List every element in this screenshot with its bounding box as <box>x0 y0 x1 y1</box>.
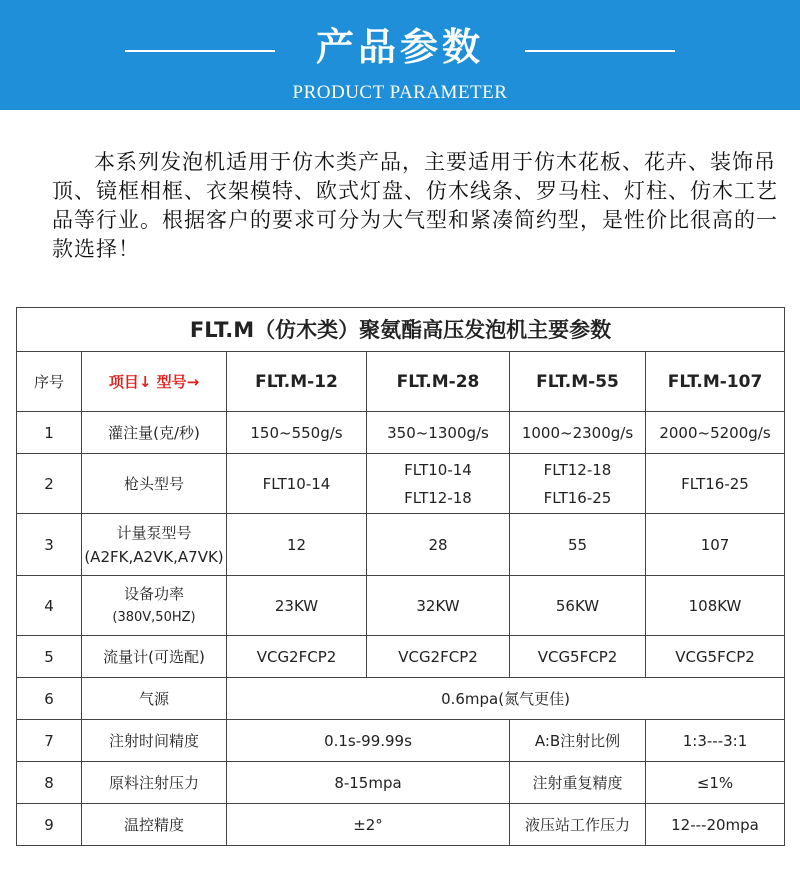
row-item-label: 设备功率 <box>123 584 184 603</box>
row-value: 8-15mpa <box>227 762 510 804</box>
table-row <box>17 804 785 846</box>
row-value: 28 <box>367 514 510 576</box>
table-row <box>17 412 785 454</box>
row-value: VCG2FCP2 <box>367 636 510 678</box>
row-value: 1000~2300g/s <box>510 412 646 454</box>
row-index: 5 <box>17 636 82 678</box>
table-row <box>17 454 785 514</box>
row-value-2: 12---20mpa <box>646 804 785 846</box>
row-value-multi <box>367 454 510 514</box>
row-value: 55 <box>510 514 646 576</box>
row-index: 1 <box>17 412 82 454</box>
row-item: 原料注射压力 <box>82 762 227 804</box>
row-value: 2000~5200g/s <box>646 412 785 454</box>
header-model: FLT.M-55 <box>510 352 646 412</box>
header-item-model: 项目↓ 型号→ <box>82 352 227 412</box>
row-item-multi <box>82 576 227 636</box>
row-index: 7 <box>17 720 82 762</box>
row-value: VCG5FCP2 <box>510 636 646 678</box>
table-row <box>17 678 785 720</box>
row-value: 150~550g/s <box>227 412 367 454</box>
row-index: 9 <box>17 804 82 846</box>
table-row <box>17 514 785 576</box>
header-model: FLT.M-28 <box>367 352 510 412</box>
row-item: 温控精度 <box>82 804 227 846</box>
row-value-line: FLT12-18 <box>543 460 612 479</box>
row-item-sub: (380V,50HZ) <box>112 609 196 625</box>
row-value-2: 1:3---3:1 <box>646 720 785 762</box>
page-subtitle: PRODUCT PARAMETER <box>292 82 508 103</box>
row-value: 12 <box>227 514 367 576</box>
header-index: 序号 <box>17 352 82 412</box>
row-value: VCG5FCP2 <box>646 636 785 678</box>
header-banner <box>0 0 800 110</box>
row-value: 32KW <box>367 576 510 636</box>
row-item-sub: (A2FK,A2VK,A7VK) <box>84 547 224 566</box>
row-value: VCG2FCP2 <box>227 636 367 678</box>
row-value: 0.6mpa(氮气更佳) <box>227 678 785 720</box>
title-divider-right <box>525 50 675 52</box>
table-row <box>17 576 785 636</box>
table-row <box>17 636 785 678</box>
row-value: 0.1s-99.99s <box>227 720 510 762</box>
row-item: 灌注量(克/秒) <box>82 412 227 454</box>
row-item: 流量计(可选配) <box>82 636 227 678</box>
row-index: 8 <box>17 762 82 804</box>
row-item-multi <box>82 514 227 576</box>
row-value: FLT16-25 <box>646 454 785 514</box>
row-index: 6 <box>17 678 82 720</box>
row-item: 枪头型号 <box>82 454 227 514</box>
row-item-label: 计量泵型号 <box>116 523 192 542</box>
row-value: 350~1300g/s <box>367 412 510 454</box>
table-row <box>17 762 785 804</box>
header-model: FLT.M-12 <box>227 352 367 412</box>
row-value: 56KW <box>510 576 646 636</box>
row-item: 注射时间精度 <box>82 720 227 762</box>
row-value-line: FLT16-25 <box>543 488 612 507</box>
page-title: 产品参数 <box>315 25 484 69</box>
row-value-line: FLT12-18 <box>404 488 472 507</box>
row-value-multi <box>510 454 646 514</box>
row-item-2: A:B注射比例 <box>510 720 646 762</box>
row-index: 2 <box>17 454 82 514</box>
row-value: FLT10-14 <box>227 454 367 514</box>
row-value: 23KW <box>227 576 367 636</box>
row-index: 4 <box>17 576 82 636</box>
table-title: FLT.M（仿木类）聚氨酯高压发泡机主要参数 <box>17 308 785 352</box>
row-value: ±2° <box>227 804 510 846</box>
row-item: 气源 <box>82 678 227 720</box>
row-value-2: ≤1% <box>646 762 785 804</box>
spec-table <box>16 307 785 846</box>
table-header-row <box>17 352 785 412</box>
row-item-2: 注射重复精度 <box>510 762 646 804</box>
header-model: FLT.M-107 <box>646 352 785 412</box>
row-index: 3 <box>17 514 82 576</box>
row-value: 108KW <box>646 576 785 636</box>
table-row <box>17 720 785 762</box>
row-item-2: 液压站工作压力 <box>510 804 646 846</box>
intro-paragraph: 本系列发泡机适用于仿木类产品，主要适用于仿木花板、花卉、装饰吊顶、镜框相框、衣架模特、欧式灯盘、仿木线条、罗马柱、灯柱、仿木工艺品等行业。根据客户的要求可分为大气型和紧凑简约型，是性价比很高的一款选择！ <box>52 150 778 261</box>
row-value: 107 <box>646 514 785 576</box>
row-value-line: FLT10-14 <box>404 460 472 479</box>
